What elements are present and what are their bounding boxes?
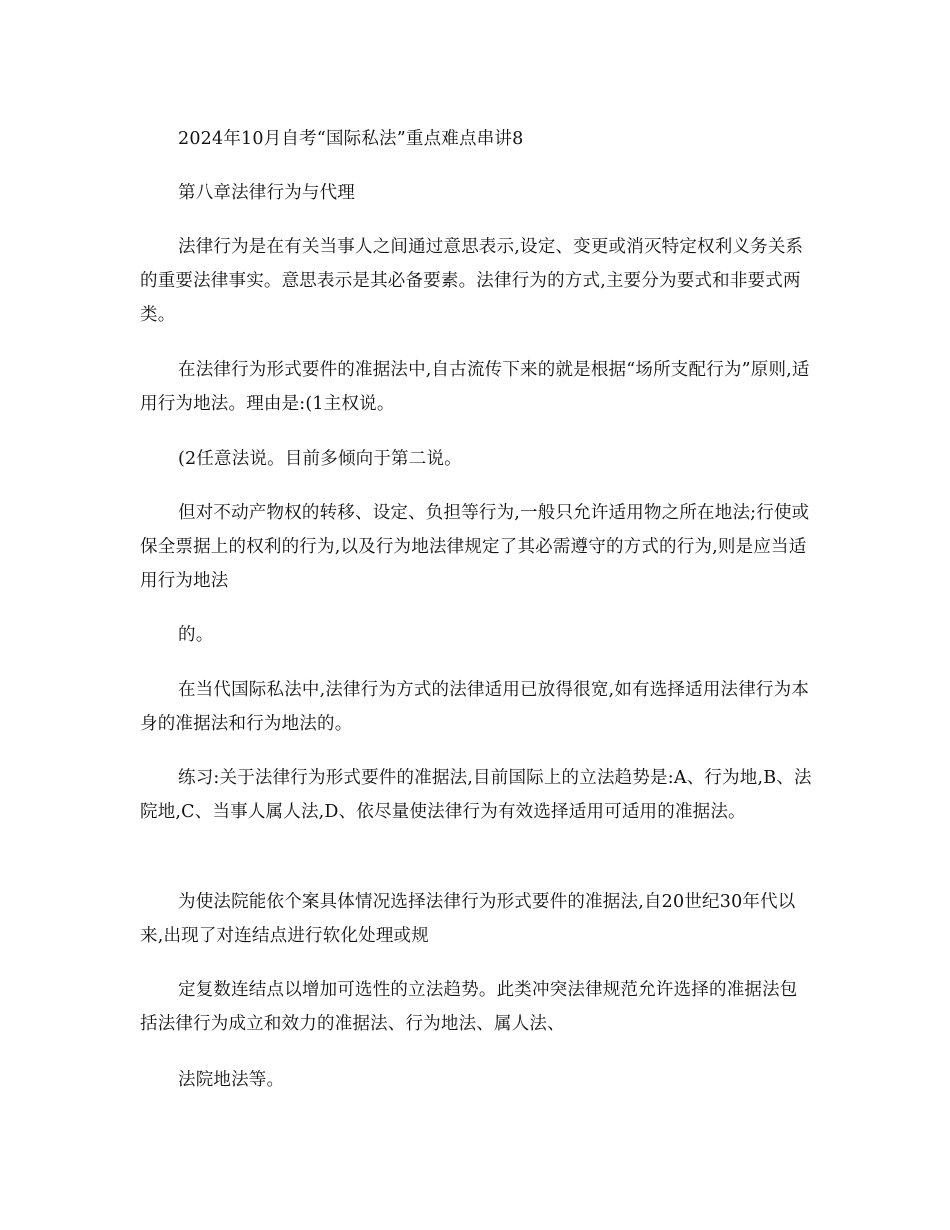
document-title: 2024年10月自考“国际私法”重点难点串讲8 (178, 129, 524, 149)
paragraph-10: 法院地法等。 (178, 1070, 285, 1090)
paragraph-6: 在当代国际私法中,法律行为方式的法律适用已放得很宽,如有选择适用法律行为本身的准据法和行为地法的。 (140, 680, 810, 734)
paragraph-5: 的。 (178, 625, 214, 645)
chapter-heading: 第八章法律行为与代理 (178, 183, 355, 203)
paragraph-7: 练习:关于法律行为形式要件的准据法,目前国际上的立法趋势是:A、行为地,B、法院地,C、当事人属人法,D、依尽量使法律行为有效选择适用可适用的准据法。 (140, 768, 812, 822)
paragraph-3: (2任意法说。目前多倾向于第二说。 (178, 449, 462, 469)
paragraph-4: 但对不动产物权的转移、设定、负担等行为,一般只允许适用物之所在地法;行使或保全票据上的权利的行为,以及行为地法律规定了其必需遵守的方式的行为,则是应当适用行为地法 (140, 503, 810, 591)
paragraph-8: 为使法院能依个案具体情况选择法律行为形式要件的准据法,自20世纪30年代以来,出现了对连结点进行软化处理或规 (140, 892, 796, 946)
paragraph-1: 法律行为是在有关当事人之间通过意思表示,设定、变更或消灭特定权利义务关系的重要法律事实。意思表示是其必备要素。法律行为的方式,主要分为要式和非要式两类。 (140, 237, 804, 325)
paragraph-9: 定复数连结点以增加可选性的立法趋势。此类冲突法律规范允许选择的准据法包括法律行为成立和效力的准据法、行为地法、属人法、 (140, 980, 798, 1034)
paragraph-2: 在法律行为形式要件的准据法中,自古流传下来的就是根据“场所支配行为”原则,适用行为地法。理由是:(1主权说。 (140, 360, 810, 414)
